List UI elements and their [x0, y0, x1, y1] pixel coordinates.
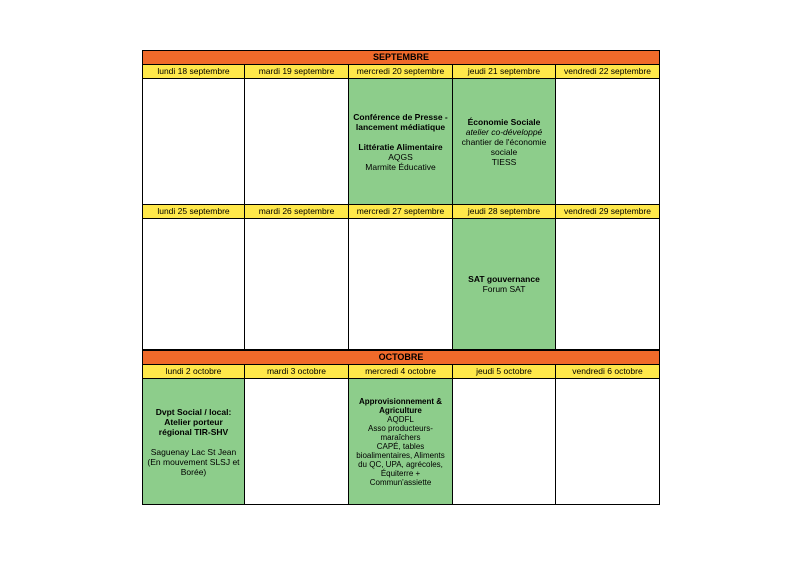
event-cell-social-development[interactable]	[142, 379, 245, 505]
day-cell-empty[interactable]	[245, 79, 349, 205]
event-title: Économie Sociale	[467, 116, 541, 127]
event-detail: TIESS	[491, 156, 517, 167]
event-detail: CAPÉ, tables bioalimentaires, Aliments du QC, UPA, agrécoles, Équiterre + Commun'assiette	[356, 441, 445, 487]
day-label: mardi 3 octobre	[245, 365, 349, 379]
event-detail: Asso producteurs-maraîchers	[368, 423, 433, 442]
event-title: Approvisionnement & Agriculture	[358, 396, 443, 415]
event-title: Conférence de Presse - lancement médiatique	[353, 111, 448, 132]
day-cell-empty[interactable]	[556, 219, 660, 350]
event-detail: chantier de l'économie sociale	[461, 136, 547, 157]
event-detail: Marmite Éducative	[365, 161, 436, 172]
day-cell-empty[interactable]	[142, 79, 245, 205]
day-label: vendredi 29 septembre	[556, 205, 660, 219]
day-label: vendredi 6 octobre	[556, 365, 660, 379]
calendar	[142, 50, 660, 505]
day-label: mardi 26 septembre	[245, 205, 349, 219]
day-cell-empty[interactable]	[556, 379, 660, 505]
day-label: mercredi 27 septembre	[349, 205, 453, 219]
day-label: jeudi 5 octobre	[453, 365, 556, 379]
event-cell-supply-agriculture[interactable]	[349, 379, 453, 505]
day-cell-empty[interactable]	[245, 379, 349, 505]
event-title: Dvpt Social / local: Atelier porteur régional TIR-SHV	[155, 406, 232, 437]
day-label: lundi 25 septembre	[142, 205, 245, 219]
event-detail: AQGS	[388, 151, 413, 162]
day-header-row	[142, 65, 660, 79]
event-cell-sat-governance[interactable]	[453, 219, 556, 350]
event-detail: Forum SAT	[482, 284, 526, 294]
event-detail: atelier co-développé	[465, 126, 543, 137]
event-cell-social-economy[interactable]	[453, 79, 556, 205]
week-row	[142, 79, 660, 205]
day-header-row	[142, 205, 660, 219]
event-title: SAT gouvernance	[468, 274, 540, 284]
day-label: jeudi 28 septembre	[453, 205, 556, 219]
week-row	[142, 379, 660, 505]
day-cell-empty[interactable]	[556, 79, 660, 205]
day-cell-empty[interactable]	[349, 219, 453, 350]
day-label: mardi 19 septembre	[245, 65, 349, 79]
day-label: mercredi 4 octobre	[349, 365, 453, 379]
event-detail: AQDFL	[387, 414, 414, 424]
day-label: vendredi 22 septembre	[556, 65, 660, 79]
day-label: lundi 18 septembre	[142, 65, 245, 79]
day-label: mercredi 20 septembre	[349, 65, 453, 79]
day-cell-empty[interactable]	[142, 219, 245, 350]
day-label: jeudi 21 septembre	[453, 65, 556, 79]
event-detail: Saguenay Lac St Jean (En mouvement SLSJ et Borée)	[147, 446, 240, 477]
day-header-row	[142, 365, 660, 379]
event-cell-press-conference[interactable]	[349, 79, 453, 205]
day-cell-empty[interactable]	[245, 219, 349, 350]
day-label: lundi 2 octobre	[142, 365, 245, 379]
day-cell-empty[interactable]	[453, 379, 556, 505]
month-header-september: SEPTEMBRE	[142, 50, 660, 65]
week-row	[142, 219, 660, 350]
month-header-october: OCTOBRE	[142, 350, 660, 365]
event-title: Littératie Alimentaire	[358, 141, 443, 152]
